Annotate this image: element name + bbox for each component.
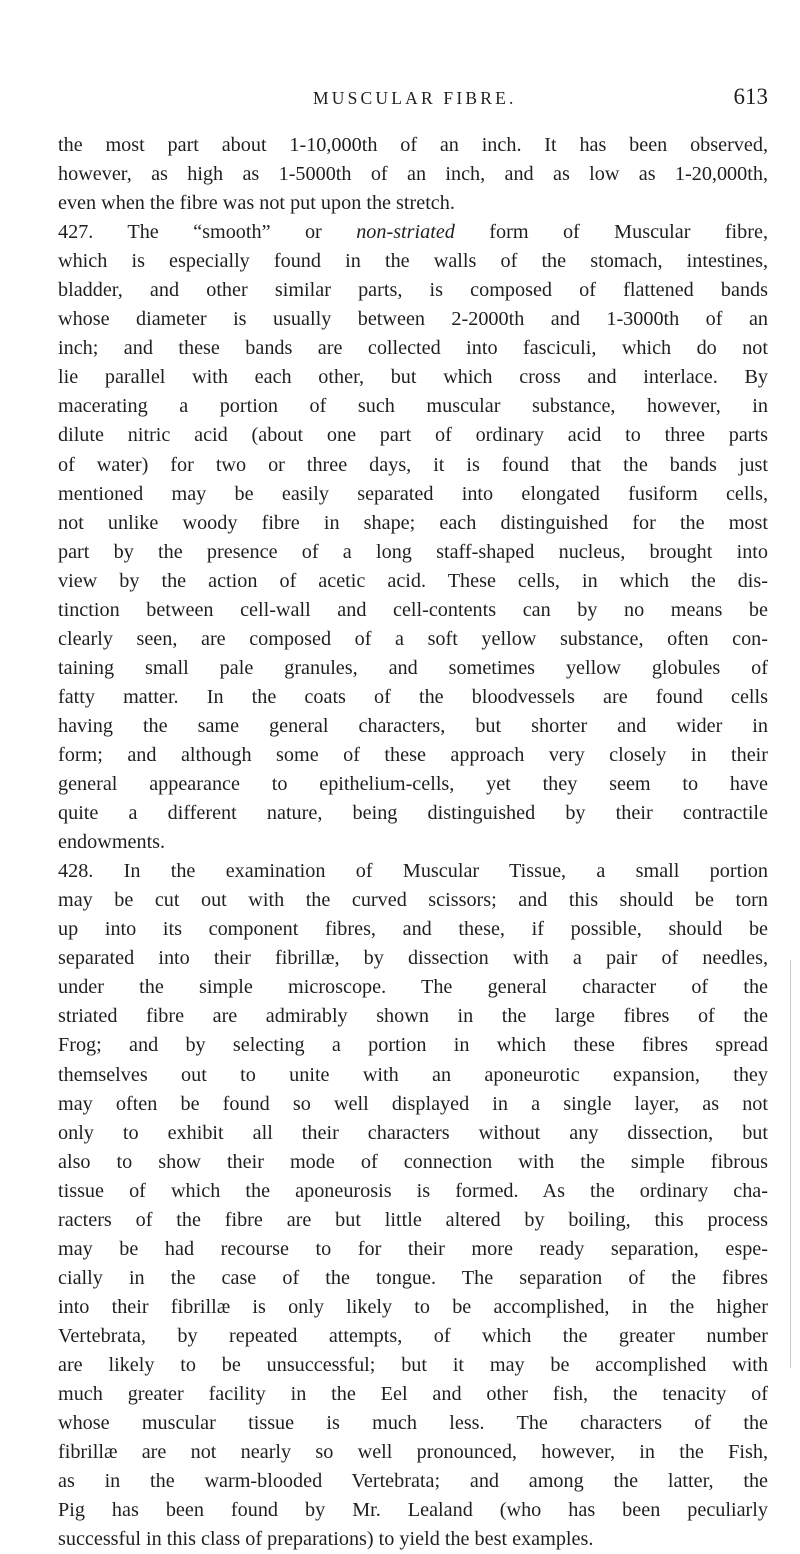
text-line: having the same general characters, but shorter and wider in <box>58 714 768 737</box>
text-line: may often be found so well displayed in a single layer, as not <box>58 1092 768 1115</box>
text-line: not unlike woody fibre in shape; each distinguished for the most <box>58 511 768 534</box>
text-line: may be had recourse to for their more ready separation, espe- <box>58 1237 768 1260</box>
gutter-rule <box>790 960 791 1368</box>
text-line: 428. In the examination of Muscular Tissue, a small portion <box>58 860 768 883</box>
text-line: however, as high as 1-5000th of an inch, and as low as 1-20,000th, <box>58 163 768 186</box>
text-line: into their fibrillæ is only likely to be accomplished, in the higher <box>58 1295 768 1318</box>
text-line: quite a different nature, being distinguished by their contractile <box>58 802 768 825</box>
text-line: Pig has been found by Mr. Lealand (who has been peculiarly <box>58 1499 768 1522</box>
text-line: may be cut out with the curved scissors; and this should be torn <box>58 889 768 912</box>
text-line: are likely to be unsuccessful; but it may be accomplished with <box>58 1353 768 1376</box>
text-line: bladder, and other similar parts, is composed of flattened bands <box>58 279 768 302</box>
text-line: as in the warm-blooded Vertebrata; and among the latter, the <box>58 1470 768 1493</box>
text-line: inch; and these bands are collected into fasciculi, which do not <box>58 337 768 360</box>
paragraph-427-start <box>58 218 768 247</box>
text-line: tinction between cell-wall and cell-contents can by no means be <box>58 598 768 621</box>
text-line: up into its component fibres, and these, if possible, should be <box>58 918 768 941</box>
text-line: under the simple microscope. The general character of the <box>58 976 768 999</box>
text-line: general appearance to epithelium-cells, yet they seem to have <box>58 773 768 796</box>
text-line: Frog; and by selecting a portion in which these fibres spread <box>58 1034 768 1057</box>
text-line: mentioned may be easily separated into elongated fusiform cells, <box>58 482 768 505</box>
text-segment: form of Muscular fibre, <box>454 221 768 244</box>
text-line: part by the presence of a long staff-shaped nucleus, brought into <box>58 540 768 563</box>
text-line: of water) for two or three days, it is found that the bands just <box>58 453 768 476</box>
text-line: fatty matter. In the coats of the bloodvessels are found cells <box>58 685 768 708</box>
text-line: much greater facility in the Eel and other fish, the tenacity of <box>58 1383 768 1406</box>
text-line: view by the action of acetic acid. These cells, in which the dis- <box>58 569 768 592</box>
running-head <box>58 84 768 114</box>
emphasis-non-striated: non-striated <box>356 221 455 244</box>
text-line: racters of the fibre are but little altered by boiling, this process <box>58 1208 768 1231</box>
text-segment: 427. The “smooth” or <box>58 221 357 244</box>
text-line: fibrillæ are not nearly so well pronounced, however, in the Fish, <box>58 1441 768 1464</box>
text-line: Vertebrata, by repeated attempts, of which the greater number <box>58 1324 768 1347</box>
text-line: also to show their mode of connection with the simple fibrous <box>58 1150 768 1173</box>
text-line: clearly seen, are composed of a soft yellow substance, often con- <box>58 627 768 650</box>
text-line: endowments. <box>58 831 166 854</box>
text-line: striated fibre are admirably shown in the large fibres of the <box>58 1005 768 1028</box>
text-line: dilute nitric acid (about one part of ordinary acid to three parts <box>58 424 768 447</box>
text-line: even when the fibre was not put upon the stretch. <box>58 192 455 215</box>
text-line: which is especially found in the walls of the stomach, intestines, <box>58 250 768 273</box>
text-line: lie parallel with each other, but which cross and interlace. By <box>58 366 768 389</box>
text-line: cially in the case of the tongue. The separation of the fibres <box>58 1266 768 1289</box>
text-line: macerating a portion of such muscular substance, however, in <box>58 395 768 418</box>
text-line: themselves out to unite with an aponeurotic expansion, they <box>58 1063 768 1086</box>
text-line: successful in this class of preparations) to yield the best examples. <box>58 1528 594 1551</box>
text-line: form; and although some of these approach very closely in their <box>58 743 768 766</box>
text-line: the most part about 1-10,000th of an inch. It has been observed, <box>58 134 768 156</box>
text-line: only to exhibit all their characters without any dissection, but <box>58 1121 768 1144</box>
text-line: tissue of which the aponeurosis is formed. As the ordinary cha- <box>58 1179 768 1202</box>
body-text <box>58 131 768 1554</box>
text-line: whose diameter is usually between 2-2000th and 1-3000th of an <box>58 308 768 331</box>
text-line: separated into their fibrillæ, by dissection with a pair of needles, <box>58 947 768 970</box>
page-number: 613 <box>733 84 768 109</box>
running-title: MUSCULAR FIBRE. <box>313 88 517 108</box>
text-line: taining small pale granules, and sometimes yellow globules of <box>58 656 768 679</box>
text-line: whose muscular tissue is much less. The characters of the <box>58 1412 768 1435</box>
